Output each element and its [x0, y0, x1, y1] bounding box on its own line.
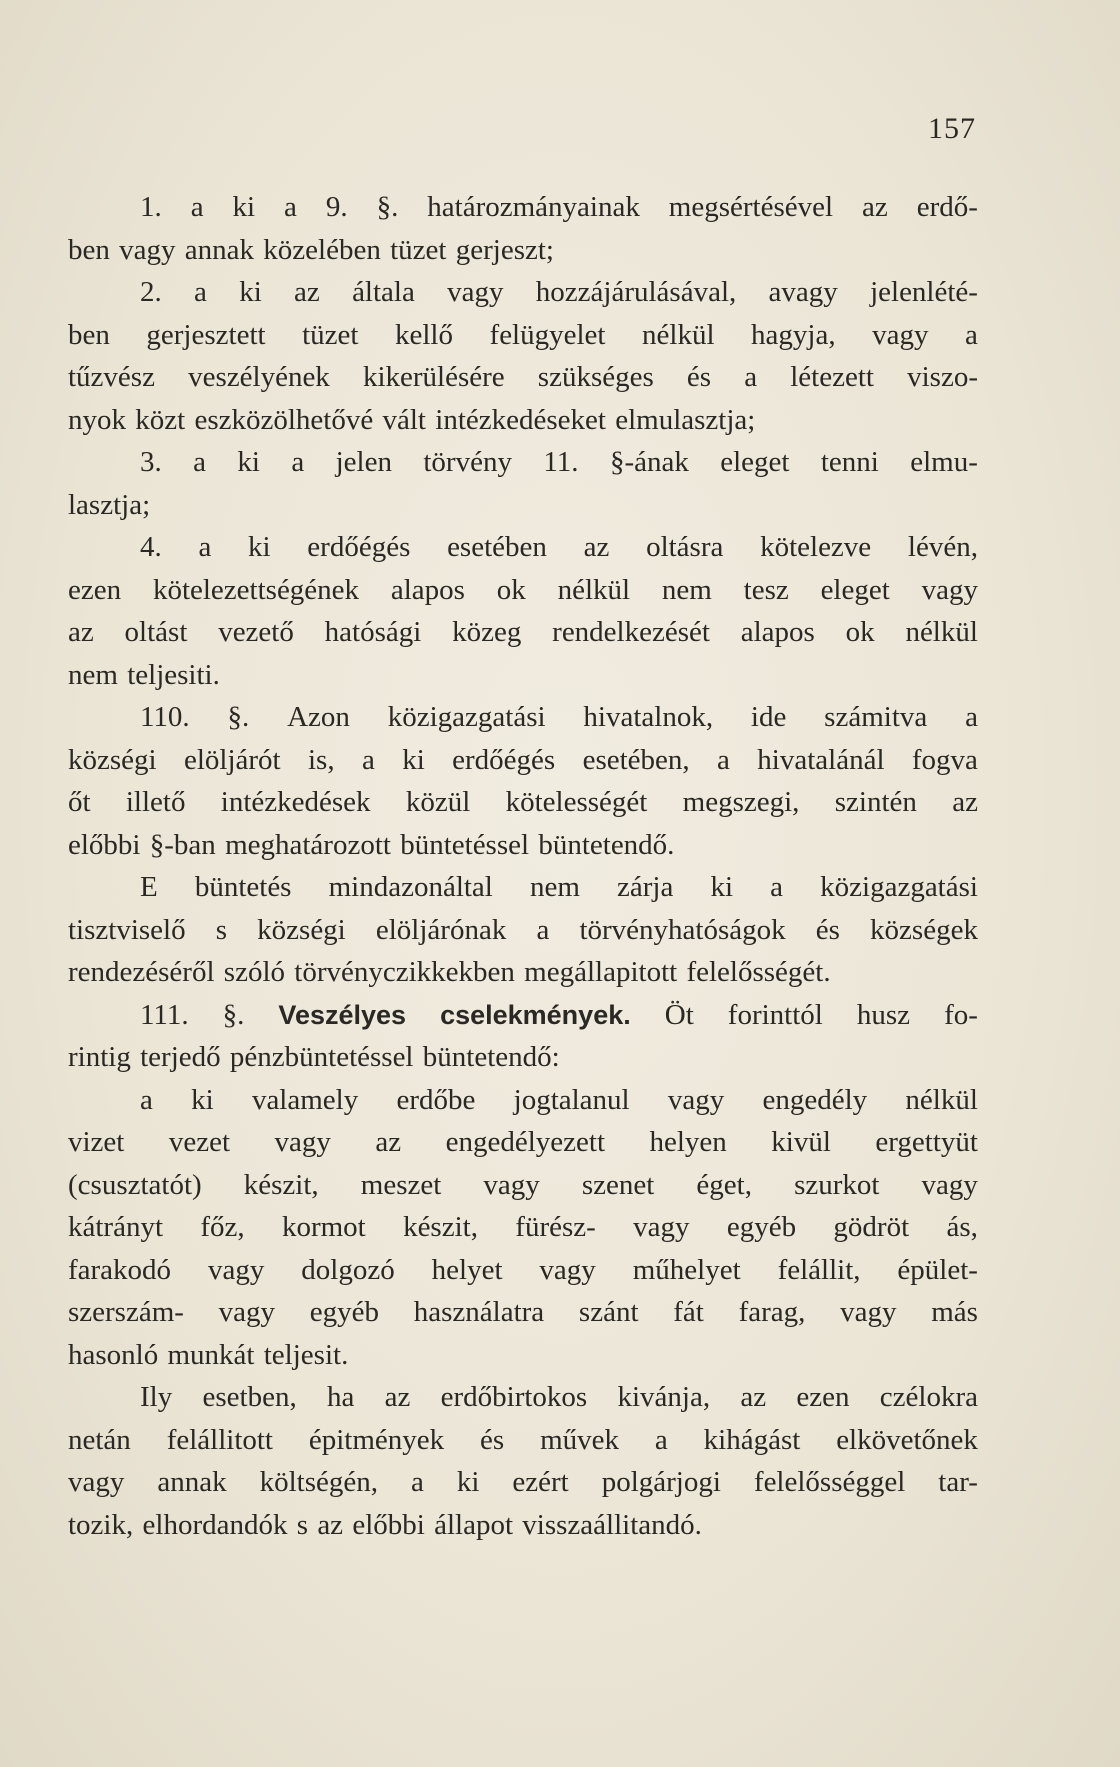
word: ki [232, 191, 256, 223]
text-line [68, 1079, 978, 1122]
text-line [68, 611, 978, 654]
word: fo- [944, 998, 978, 1031]
word: vagy [840, 1296, 897, 1328]
word: ki [248, 531, 271, 563]
word: vezető [218, 616, 294, 648]
text-line [68, 951, 978, 994]
text-line [68, 1249, 978, 1292]
word: készit, [403, 1211, 478, 1243]
word: nélkül [642, 318, 715, 351]
text-line [68, 229, 978, 272]
word: közül [405, 786, 471, 818]
word: a [140, 1083, 153, 1116]
word: elöljárót [183, 743, 281, 776]
word: ben [68, 233, 110, 266]
word: farag, [738, 1296, 806, 1328]
text-line [68, 484, 978, 527]
word: eleget [720, 446, 790, 478]
word: zárja [617, 871, 674, 903]
word: §. [222, 998, 245, 1031]
word: 111. [140, 998, 189, 1031]
word: előbbi [352, 1508, 425, 1541]
word: nélkül [905, 1083, 978, 1116]
word: közeg [452, 616, 522, 648]
word: valamely [251, 1083, 359, 1116]
word: éget, [696, 1168, 752, 1201]
word: községi [257, 913, 346, 946]
word: szükséges [537, 361, 654, 393]
word: husz [856, 998, 911, 1031]
word: készit, [243, 1168, 319, 1201]
word: törvényczikkekben [294, 956, 515, 988]
word: hivatalánál [757, 743, 885, 776]
word: ki [239, 276, 262, 308]
word: ki [456, 1466, 480, 1498]
word: erdőégés [307, 531, 411, 563]
text-line [68, 1206, 978, 1249]
word: felállitott [166, 1423, 273, 1456]
word: helyet [431, 1253, 503, 1286]
word: nem [529, 871, 580, 903]
word: farakodó [68, 1253, 172, 1286]
word: erdőégés [452, 743, 556, 776]
word: erdőbirtokos [440, 1381, 588, 1413]
word: erdő- [916, 191, 978, 223]
word: jelenlété- [870, 276, 978, 308]
word: visszaállitandó. [522, 1508, 702, 1541]
word: az [952, 786, 978, 818]
word: tozik, [68, 1508, 134, 1541]
word: számitva [824, 701, 928, 733]
word: közigazgatási [387, 701, 546, 733]
text-line [68, 866, 978, 909]
word: nem [68, 658, 118, 691]
word: tisztviselő [68, 913, 186, 946]
word: (csusztatót) [68, 1168, 202, 1201]
word: jelen [335, 446, 392, 478]
word: tar- [938, 1466, 978, 1498]
word: a [194, 276, 207, 308]
word: ergettyüt [875, 1126, 978, 1158]
word: lévén, [907, 531, 978, 563]
word: hagyja, [751, 318, 836, 351]
word: teljesiti. [127, 658, 220, 691]
word: tüzet [302, 318, 359, 351]
word: oltást [124, 616, 188, 648]
word: használatra [413, 1296, 545, 1328]
word: az [294, 276, 320, 308]
word: elmu- [910, 446, 978, 478]
word: gerjeszt; [455, 233, 554, 266]
word: §. [376, 191, 399, 223]
text-line [68, 1376, 978, 1419]
word: a [361, 743, 375, 776]
word: gerjesztett [146, 318, 266, 351]
word: felelősséggel [753, 1466, 906, 1498]
word: ok [496, 573, 526, 606]
word: 110. [140, 701, 190, 733]
word: vagy [68, 1466, 125, 1498]
word: a [193, 446, 207, 478]
word: vagy [483, 1168, 540, 1201]
text-line [68, 696, 978, 739]
word: ha [326, 1381, 355, 1413]
word: ki [237, 446, 260, 478]
word: az [317, 1508, 344, 1541]
word: avagy [768, 276, 838, 308]
word: 4. [140, 531, 162, 563]
word: a [284, 191, 297, 223]
word: és [815, 913, 840, 946]
word: nyok [68, 403, 126, 436]
word: eleget [820, 573, 890, 606]
word: oltásra [646, 531, 724, 563]
word: fát [673, 1296, 704, 1328]
text-line [68, 781, 978, 824]
word: főz, [200, 1211, 245, 1243]
word: szánt [578, 1296, 639, 1328]
word: ezért [512, 1466, 569, 1498]
word: őt [68, 786, 91, 818]
word: az [862, 191, 888, 223]
word: 11. [543, 446, 579, 478]
word: létezett [790, 361, 874, 393]
word: közelében [263, 233, 381, 266]
word: büntetés [194, 871, 292, 903]
word: elmulasztja; [615, 403, 756, 436]
word: az [375, 1126, 402, 1158]
word: a [198, 531, 212, 563]
word: költségén, [259, 1466, 378, 1498]
word: felügyelet [489, 318, 606, 351]
word: szenet [581, 1168, 655, 1201]
word: §-ának [609, 446, 689, 478]
word: vagy [872, 318, 929, 351]
word: büntetendő. [538, 828, 675, 861]
word: vagy [921, 1168, 978, 1201]
word: büntetendő: [422, 1041, 560, 1073]
word: hozzájárulásával, [535, 276, 737, 308]
word: 3. [140, 446, 162, 478]
text-line [68, 654, 978, 697]
word: községek [870, 913, 978, 946]
word: illető [125, 786, 186, 818]
word: vagy [921, 573, 978, 606]
word: ki [191, 1083, 214, 1116]
word: vagy [539, 1253, 596, 1286]
word: tesz [743, 573, 789, 606]
word: rendelkezését [552, 616, 710, 648]
word: forinttól [727, 998, 823, 1031]
text-line [68, 399, 978, 442]
word: ki [402, 743, 425, 776]
word: eszközölhetővé [194, 403, 374, 436]
word: intézkedések [220, 786, 371, 818]
word: állapot [434, 1508, 514, 1541]
word: meghatározott [225, 828, 391, 861]
word: §. [227, 701, 250, 733]
word: előbbi [68, 828, 141, 861]
word: cselekmények. [440, 999, 631, 1030]
word: elhordandók [142, 1508, 288, 1541]
text-line [68, 1164, 978, 1207]
word: vizet [68, 1126, 125, 1158]
word: pénzbüntetéssel [229, 1041, 414, 1073]
word: a [190, 191, 204, 223]
word: helyen [649, 1126, 727, 1158]
word: kivül [771, 1126, 831, 1158]
word: lasztja; [68, 488, 151, 521]
word: vagy [667, 1083, 725, 1116]
word: intézkedéseket [435, 403, 606, 436]
word: épület- [897, 1253, 978, 1286]
word: alapos [390, 573, 465, 606]
text-line [68, 314, 978, 357]
word: szurkot [794, 1168, 880, 1201]
word: nélkül [905, 616, 978, 648]
word: kötelességét [505, 786, 648, 818]
word: Ily [140, 1381, 173, 1413]
text-line [68, 569, 978, 612]
word: tűzvész [68, 361, 155, 393]
text-line [68, 824, 978, 867]
text-line [68, 356, 978, 399]
page-number: 157 [928, 112, 976, 145]
word: műhelyet [632, 1253, 741, 1286]
word: netán [68, 1423, 131, 1456]
text-line [68, 1291, 978, 1334]
word: Azon [287, 701, 350, 733]
word: a [965, 701, 978, 733]
word: felelősségét. [686, 956, 831, 988]
word: esetében, [582, 743, 690, 776]
word: vagy [274, 1126, 331, 1158]
word: határozmányainak [427, 191, 640, 223]
word: kellő [395, 318, 453, 351]
word: a [965, 318, 978, 351]
word: büntetéssel [400, 828, 530, 861]
word: vezet [168, 1126, 231, 1158]
word: 2. [140, 276, 162, 308]
word: szintén [834, 786, 917, 818]
word: ezen [796, 1381, 850, 1413]
text-line [68, 441, 978, 484]
word: esetben, [202, 1381, 297, 1413]
text-line [68, 909, 978, 952]
word: községi [68, 743, 157, 776]
word: közt [135, 403, 186, 436]
word: tüzet [390, 233, 447, 266]
word: vált [382, 403, 426, 436]
word: dolgozó [301, 1253, 395, 1286]
word: megszegi, [682, 786, 800, 818]
word: engedélyezett [445, 1126, 605, 1158]
word: elöljárónak [375, 913, 507, 946]
word: 9. [325, 191, 348, 223]
word: meszet [360, 1168, 442, 1201]
word: közigazgatási [820, 871, 978, 903]
word: hasonló [68, 1338, 159, 1371]
word: törvény [423, 446, 512, 478]
word: egyéb [726, 1211, 797, 1243]
word: az [384, 1381, 411, 1413]
word: annak [157, 1466, 227, 1498]
word: ás, [946, 1211, 978, 1243]
word: általa [352, 276, 415, 308]
word: erdőbe [396, 1083, 476, 1116]
word: kötelezettségének [152, 573, 360, 606]
word: ok [845, 616, 875, 648]
text-line [68, 739, 978, 782]
word: §-ban [149, 828, 216, 861]
word: Veszélyes [278, 999, 407, 1030]
word: elkövetőnek [836, 1423, 978, 1456]
word: fürész- [515, 1211, 596, 1243]
word: s [215, 913, 228, 946]
word: czélokra [879, 1381, 978, 1413]
body-text [68, 186, 978, 1546]
text-line [68, 271, 978, 314]
word: nélkül [557, 573, 631, 606]
text-line [68, 1504, 978, 1547]
word: szóló [223, 956, 285, 988]
word: tenni [820, 446, 879, 478]
word: mindazonáltal [328, 871, 493, 903]
word: is, [307, 743, 335, 776]
word: ben [68, 318, 110, 351]
word: nem [661, 573, 712, 606]
word: kikerülésére [362, 361, 505, 393]
word: kivánja, [617, 1381, 711, 1413]
word: Öt [664, 998, 694, 1031]
word: az [68, 616, 94, 648]
word: vagy [119, 233, 176, 266]
word: jogtalanul [513, 1083, 630, 1116]
word: kihágást [703, 1423, 801, 1456]
word: a [291, 446, 305, 478]
word: engedély [762, 1083, 868, 1116]
word: felállit, [777, 1253, 861, 1286]
word: alapos [740, 616, 815, 648]
word: E [140, 871, 158, 903]
word: hivatalnok, [583, 701, 714, 733]
word: megsértésével [668, 191, 834, 223]
text-line [68, 526, 978, 569]
word: s [296, 1508, 309, 1541]
word: munkát [167, 1338, 255, 1371]
word: vagy [218, 1296, 276, 1328]
word: viszo- [907, 361, 978, 393]
word: a [536, 913, 550, 946]
word: ezen [68, 573, 122, 606]
word: megállapitott [524, 956, 678, 988]
word: 1. [140, 191, 162, 223]
word: a [770, 871, 784, 903]
word: a [744, 361, 758, 393]
word: gödröt [833, 1211, 910, 1243]
word: az [583, 531, 610, 563]
word: esetében [447, 531, 547, 563]
word: vagy [207, 1253, 265, 1286]
word: ki [710, 871, 734, 903]
word: művek [540, 1423, 620, 1456]
text-line [68, 1419, 978, 1462]
word: vagy [447, 276, 504, 308]
word: veszélyének [188, 361, 330, 393]
word: a [717, 743, 730, 776]
word: és [480, 1423, 505, 1456]
word: ide [750, 701, 787, 733]
word: és [686, 361, 712, 393]
word: kötelezve [760, 531, 872, 563]
word: polgárjogi [601, 1466, 721, 1498]
text-line [68, 1461, 978, 1504]
word: teljesit. [263, 1338, 349, 1371]
word: az [740, 1381, 767, 1413]
word: törvényhatóságok [579, 913, 786, 946]
word: fogva [911, 743, 978, 776]
word: terjedő [140, 1041, 221, 1073]
word: a [654, 1423, 668, 1456]
text-line [68, 994, 978, 1037]
text-line [68, 1036, 978, 1079]
word: vagy [633, 1211, 690, 1243]
text-line [68, 186, 978, 229]
word: annak [184, 233, 255, 266]
word: a [410, 1466, 424, 1498]
text-line [68, 1121, 978, 1164]
text-line [68, 1334, 978, 1377]
word: kormot [281, 1211, 366, 1243]
word: rintig [68, 1041, 131, 1073]
word: kátrányt [68, 1211, 164, 1243]
word: épitmények [308, 1423, 445, 1456]
word: szerszám- [68, 1296, 184, 1328]
word: egyéb [309, 1296, 380, 1328]
word: más [931, 1296, 978, 1328]
word: hatósági [324, 616, 422, 648]
word: rendezéséről [68, 956, 215, 988]
